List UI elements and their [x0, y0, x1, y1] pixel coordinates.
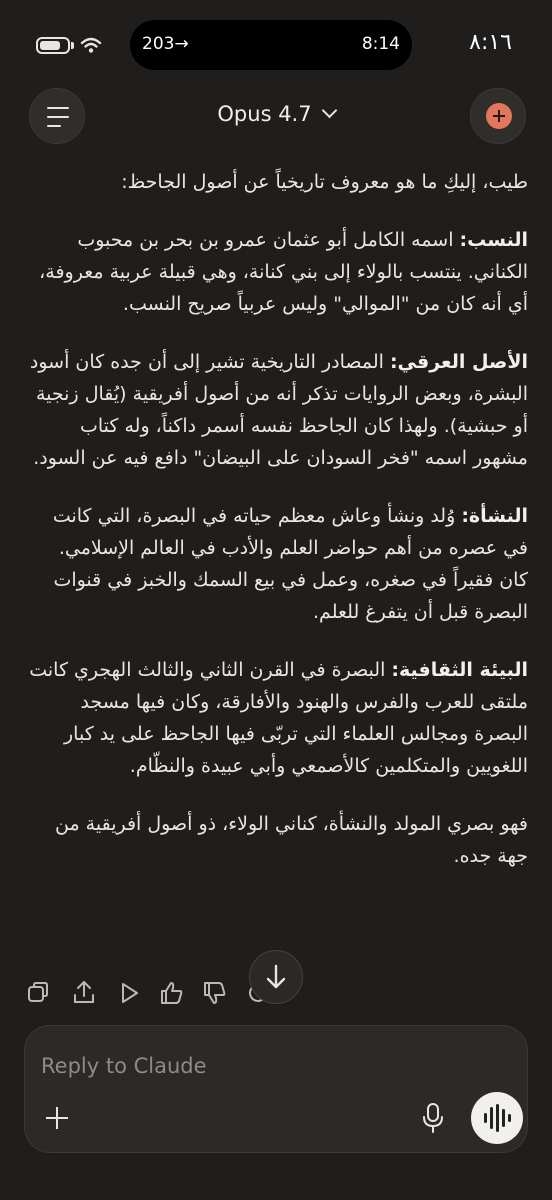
new-chat-button[interactable] — [470, 88, 526, 144]
model-name: Opus 4.7 — [217, 102, 312, 126]
message-paragraph — [28, 654, 528, 782]
status-clock: ٨:١٦ — [469, 30, 512, 55]
message-intro: طيب، إليكِ ما هو معروف تاريخياً عن أصول الجاحظ: — [121, 171, 528, 193]
voice-mode-button[interactable] — [471, 1092, 523, 1144]
waveform-bar — [508, 1114, 511, 1122]
paragraph-label: الأصل العرقي: — [389, 351, 528, 373]
new-chat-icon — [486, 103, 512, 129]
reply-input[interactable]: Reply to Claude — [41, 1054, 207, 1078]
chevron-down-icon — [321, 103, 337, 119]
wifi-icon — [80, 34, 102, 56]
step-counter: 203→ — [142, 34, 189, 54]
waveform-bar — [502, 1109, 505, 1127]
island-time: 8:14 — [361, 34, 400, 54]
paragraph-text: البصرة في القرن الثاني والثالث الهجري كانت ملتقى للعرب والفرس والهنود والأفارقة، وكان فيها مسجد البصرة ومجالس العلماء التي تربّى فيها الجاحظ على يد كبار اللغويين والمتكلمين كالأصمعي وأبي عبيدة والنظّام. — [29, 659, 528, 777]
paragraph-label: البيئة الثقافية: — [391, 659, 528, 681]
thumbs-down-icon[interactable] — [200, 978, 230, 1008]
battery-icon — [36, 37, 70, 54]
microphone-icon[interactable] — [421, 1102, 445, 1134]
play-icon[interactable] — [114, 978, 144, 1008]
message-conclusion: فهو بصري المولد والنشأة، كناني الولاء، ذو أصول أفريقية من جهة جده. — [54, 813, 528, 867]
assistant-message — [28, 166, 528, 898]
paragraph-text: المصادر التاريخية تشير إلى أن جده كان أسود البشرة، وبعض الروايات تذكر أنه من أصول أفريقية (يُقال زنجية أو حبشية). ولهذا كان الجاحظ نفسه أسمر داكناً، وله كتاب مشهور اسمه "فخر السودان على البيضان" دافع فيه عن السود. — [29, 351, 528, 469]
add-attachment-icon[interactable] — [43, 1104, 71, 1132]
copy-icon[interactable] — [24, 978, 54, 1008]
paragraph-text: اسمه الكامل أبو عثمان عمرو بن بحر بن محبوب الكناني. ينتسب بالولاء إلى بني كنانة، وهي قبيلة عربية معروفة، أي أنه كان من "الموالي" وليس عربياً صريح النسب. — [39, 229, 528, 315]
dynamic-island — [130, 20, 412, 70]
message-paragraph — [28, 500, 528, 628]
waveform-bar — [490, 1107, 493, 1129]
home-indicator-area — [0, 1176, 552, 1200]
app-header — [0, 88, 552, 144]
arrow-down-icon — [250, 951, 302, 1003]
status-bar — [0, 0, 552, 90]
share-icon[interactable] — [69, 978, 99, 1008]
paragraph-label: النشأة: — [461, 505, 528, 527]
message-paragraph — [28, 224, 528, 320]
waveform-bar — [496, 1104, 499, 1132]
thumbs-up-icon[interactable] — [157, 978, 187, 1008]
paragraph-label: النسب: — [459, 229, 528, 251]
paragraph-text: وُلد ونشأ وعاش معظم حياته في البصرة، التي كانت في عصره من أهم حواضر العلم والأدب في العالم الإسلامي. كان فقيراً في صغره، وعمل في بيع السمك والخبز في قنوات البصرة قبل أن يتفرغ للعلم. — [52, 505, 528, 623]
reply-composer[interactable] — [24, 1025, 528, 1153]
battery-tip — [71, 42, 74, 49]
waveform-bar — [484, 1113, 487, 1123]
message-paragraph — [28, 346, 528, 474]
scroll-to-bottom-button[interactable] — [249, 950, 303, 1004]
